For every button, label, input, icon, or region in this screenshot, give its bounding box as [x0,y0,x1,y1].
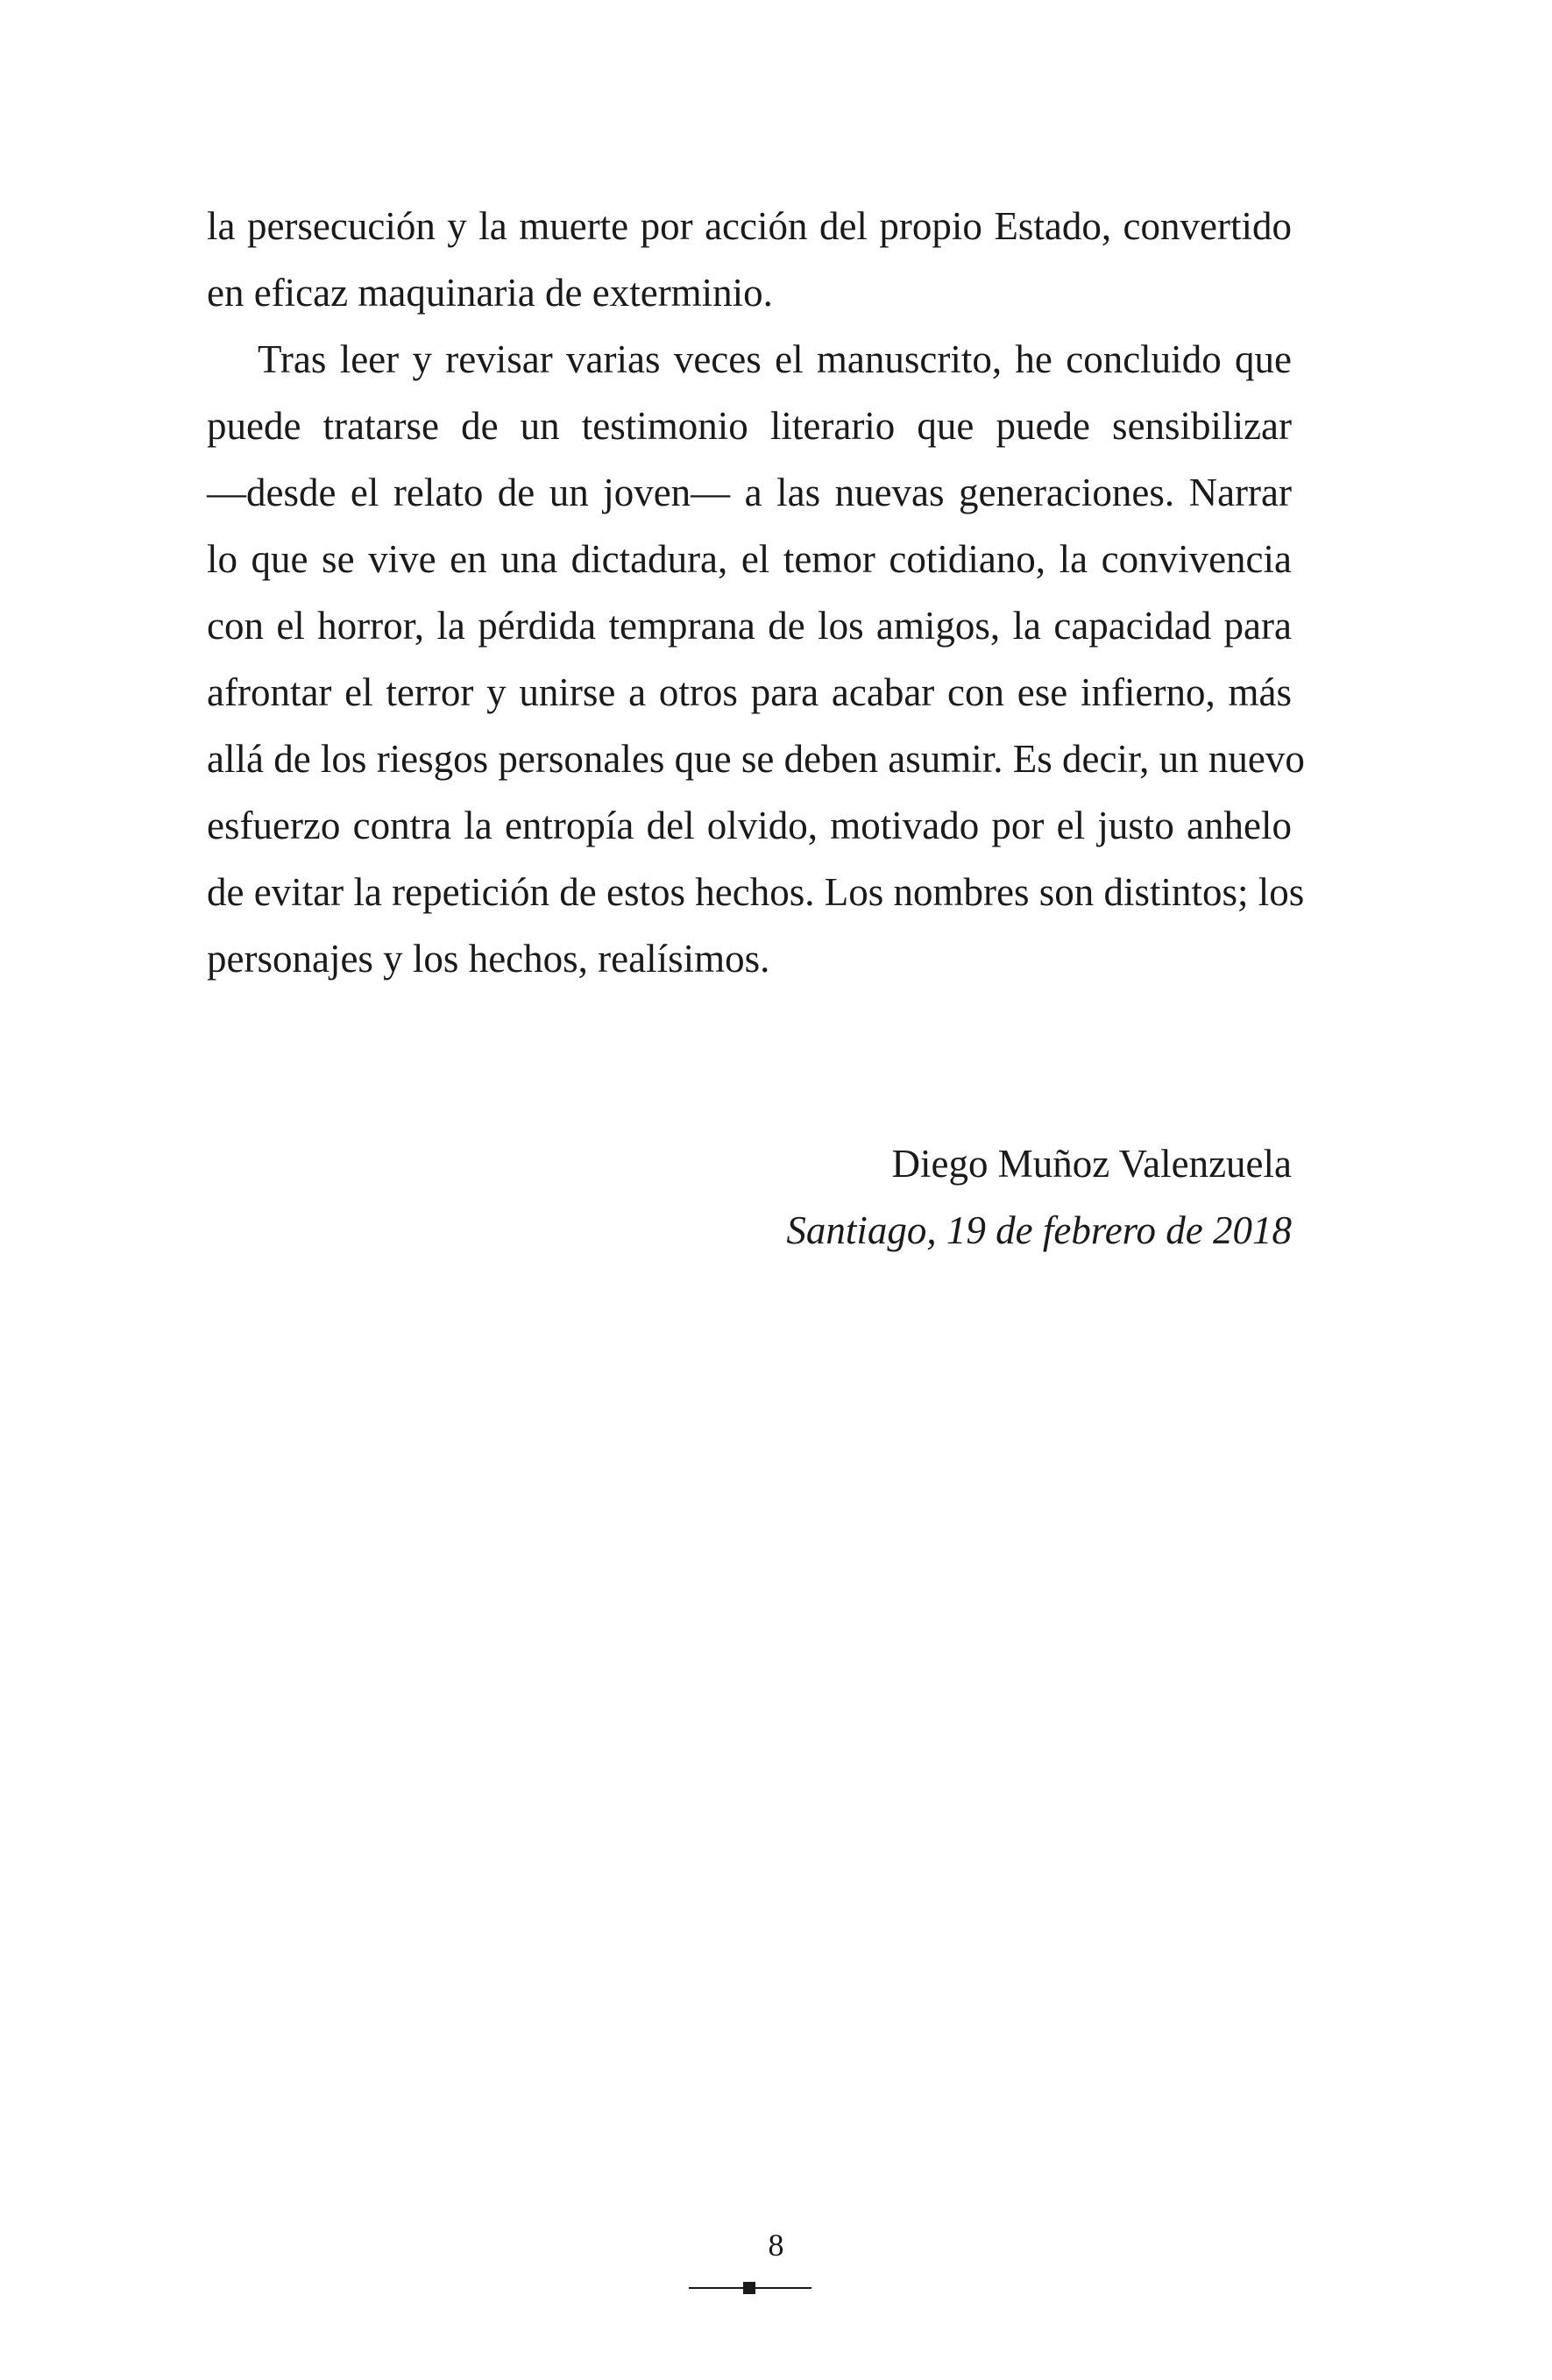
text-line: —desde el relato de un joven— a las nuevas generaciones. Narrar [207,471,1292,514]
body-text [207,193,1305,992]
text-line: esfuerzo contra la entropía del olvido, motivado por el justo anhelo [207,804,1292,847]
text-line: en eficaz maquinaria de exterminio. [207,271,773,315]
ornament-square-icon [743,2282,755,2294]
text-line: afrontar el terror y unirse a otros para acabar con ese infierno, más [207,670,1292,714]
text-line: la persecución y la muerte por acción del propio Estado, convertido [207,204,1292,248]
signature-block [786,1130,1292,1264]
page-number: 8 [768,2228,784,2263]
text-line: de evitar la repetición de estos hechos. Los nombres son distintos; los [207,870,1305,914]
author-name: Diego Muñoz Valenzuela [891,1142,1292,1186]
text-line: allá de los riesgos personales que se deben asumir. Es decir, un nuevo [207,737,1305,781]
page-ornament [689,2281,811,2295]
text-line: lo que se vive en una dictadura, el temor cotidiano, la convivencia [207,537,1292,581]
text-line: puede tratarse de un testimonio literario que puede sensibilizar [207,404,1292,448]
text-line: Tras leer y revisar varias veces el manuscrito, he concluido que [258,337,1292,381]
place-date: Santiago, 19 de febrero de 2018 [786,1208,1292,1252]
text-line: personajes y los hechos, realísimos. [207,937,770,981]
text-line: con el horror, la pérdida temprana de los amigos, la capacidad para [207,604,1292,648]
